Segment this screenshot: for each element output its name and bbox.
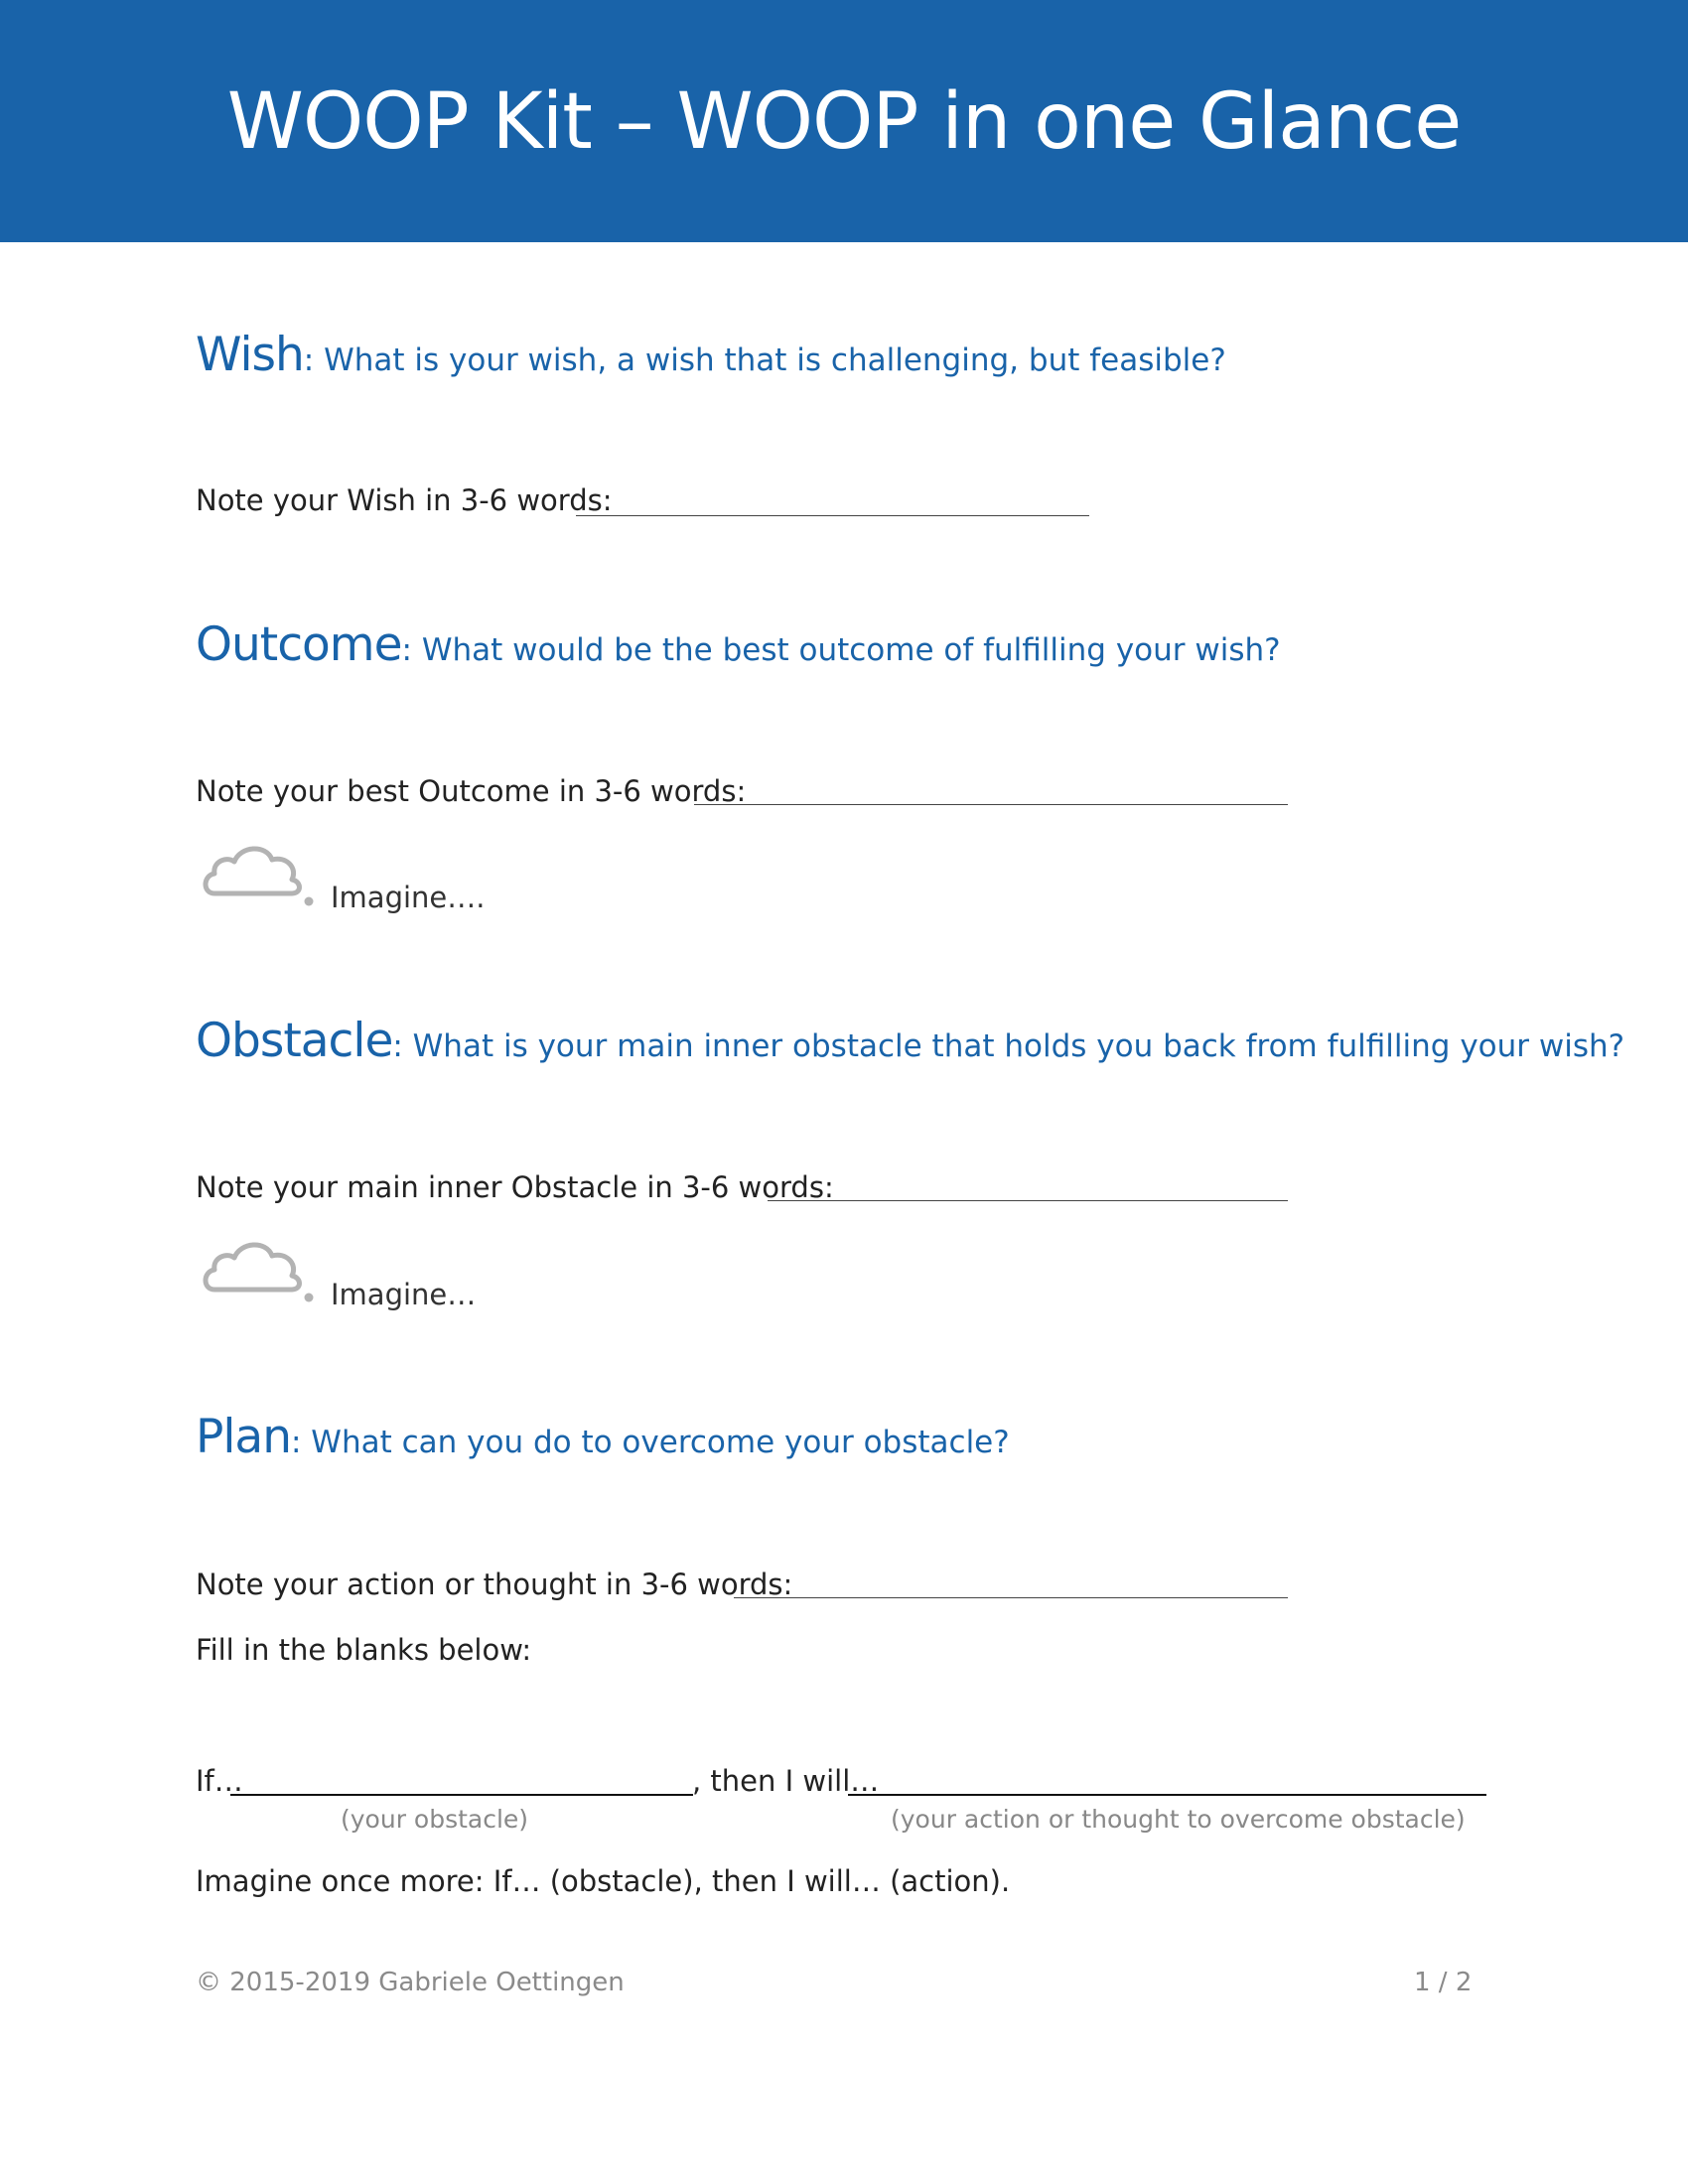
plan-heading-word: Plan (196, 1410, 291, 1464)
plan-question: : What can you do to overcome your obstacle? (291, 1425, 1010, 1460)
then-label: , then I will… (692, 1764, 880, 1798)
thought-cloud-icon (201, 1228, 318, 1303)
if-sublabel: (your obstacle) (341, 1805, 529, 1834)
wish-blank[interactable] (576, 515, 1089, 516)
plan-prompt: Note your action or thought in 3-6 words: (196, 1568, 793, 1601)
thought-cloud-icon (201, 832, 318, 907)
obstacle-imagine: Imagine… (331, 1278, 477, 1311)
outcome-heading-word: Outcome (196, 617, 402, 672)
if-blank[interactable] (230, 1794, 693, 1796)
copyright: © 2015-2019 Gabriele Oettingen (196, 1968, 625, 1997)
page-number: 1 / 2 (1414, 1968, 1473, 1997)
outcome-heading (196, 617, 1281, 672)
outcome-prompt: Note your best Outcome in 3-6 words: (196, 774, 747, 808)
imagine-once-more: Imagine once more: If… (obstacle), then I will… (action). (196, 1864, 1011, 1898)
obstacle-blank[interactable] (768, 1200, 1288, 1201)
wish-prompt: Note your Wish in 3-6 words: (196, 483, 613, 517)
then-sublabel: (your action or thought to overcome obstacle) (891, 1805, 1466, 1834)
fill-in-instruction: Fill in the blanks below: (196, 1633, 532, 1667)
outcome-imagine: Imagine…. (331, 881, 486, 914)
obstacle-heading-word: Obstacle (196, 1014, 393, 1068)
wish-heading-word: Wish (196, 328, 304, 382)
plan-blank[interactable] (734, 1597, 1288, 1598)
obstacle-question: : What is your main inner obstacle that holds you back from fulfilling your wish? (392, 1028, 1625, 1064)
plan-heading (196, 1410, 1010, 1464)
if-label: If… (196, 1764, 243, 1798)
outcome-blank[interactable] (694, 804, 1288, 805)
header-bar (0, 0, 1688, 242)
obstacle-heading (196, 1014, 1624, 1068)
wish-question: : What is your wish, a wish that is challenging, but feasible? (303, 342, 1226, 378)
wish-heading (196, 328, 1226, 382)
page-title: WOOP Kit – WOOP in one Glance (226, 77, 1462, 167)
obstacle-prompt: Note your main inner Obstacle in 3-6 words: (196, 1170, 834, 1204)
outcome-question: : What would be the best outcome of fulfilling your wish? (401, 632, 1281, 668)
then-blank[interactable] (848, 1794, 1486, 1796)
